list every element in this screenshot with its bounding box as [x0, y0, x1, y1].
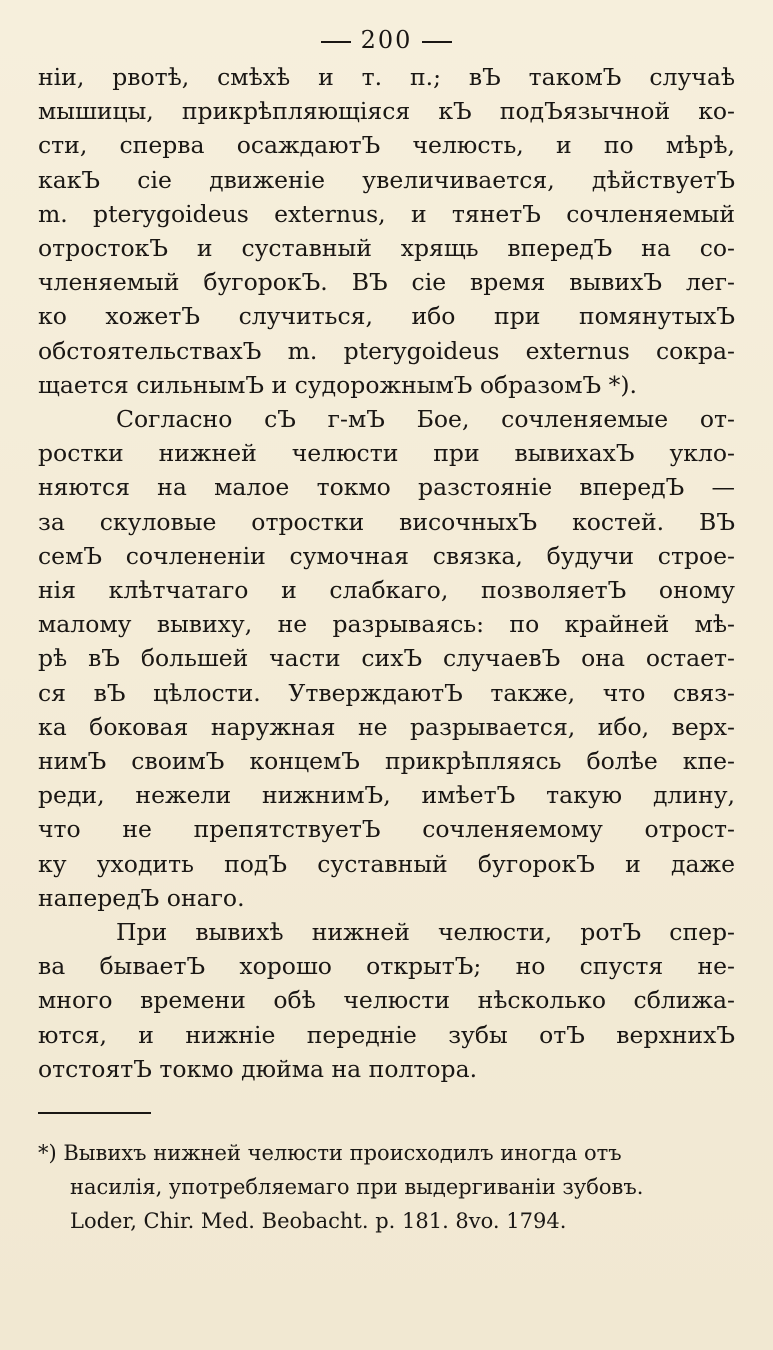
text-line: ка боковая наружная не разрывается, ибо, верх- [38, 712, 735, 741]
text-line: какЪ сiе движенiе увеличивается, дѣйствуетЪ [38, 165, 735, 194]
text-line: рѣ вЪ большей части сихЪ случаевЪ она остает- [38, 644, 735, 673]
text-line: щается сильнымЪ и судорожнымЪ образомЪ *). [38, 370, 638, 399]
text-line: отростокЪ и суставный хрящь впередЪ на со- [38, 234, 735, 263]
text-line: нiи, рвотѣ, смѣхѣ и т. п.; вЪ такомЪ случаѣ [38, 63, 735, 91]
page-header [38, 20, 735, 60]
text-line: ку уходить подЪ суставный бугорокЪ и даже [38, 849, 735, 878]
text-line: нiя клѣтчатаго и слабкаго, позволяетЪ оному [38, 576, 735, 605]
text-line: сти, сперва осаждаютЪ челюсть, и по мѣрѣ, [38, 131, 735, 160]
text-line: m. pterygoideus externus, и тянетЪ сочленяемый [38, 199, 735, 228]
text-line: членяемый бугорокЪ. ВЪ сiе время вывихЪ лег- [38, 268, 735, 297]
text-line: что не препятствуетЪ сочленяемому отрост- [38, 815, 735, 844]
footnote-line: насилiя, употребляемаго при выдергиванiи зубовъ. [70, 1175, 644, 1200]
main-text [38, 60, 735, 1086]
footnote-line: *) Вывихъ нижней челюсти происходилъ иногда отъ [38, 1141, 622, 1166]
footnote-rule [38, 1112, 151, 1114]
text-line: много времени обѣ челюсти нѣсколько сближа- [38, 986, 735, 1015]
footnote [38, 1136, 735, 1238]
header-dash-left [321, 41, 351, 43]
text-line: семЪ сочлененiи сумочная связка, будучи строе- [38, 541, 735, 570]
text-line: ва бываетЪ хорошо открытЪ; но спустя не- [38, 952, 735, 981]
text-line: няются на малое токмо разстоянiе впередЪ — [38, 473, 735, 502]
text-line: ются, и нижнiе переднiе зубы отЪ верхнихЪ [38, 1020, 735, 1049]
text-line: ростки нижней челюсти при вывихахЪ укло- [38, 439, 735, 468]
text-line: малому вывиху, не разрываясь: по крайней мѣ- [38, 610, 735, 639]
text-line: ся вЪ цѣлости. УтверждаютЪ также, что связ- [38, 678, 735, 707]
paragraph-3 [38, 915, 735, 1086]
header-dash-right [422, 41, 452, 43]
text-line: При вывихѣ нижней челюсти, ротЪ спер- [116, 918, 735, 947]
text-line: нимЪ своимЪ концемЪ прикрѣпляясь болѣе кпе- [38, 747, 735, 776]
paragraph-2 [38, 402, 735, 915]
text-line: Согласно сЪ г-мЪ Бое, сочленяемые от- [116, 405, 735, 434]
text-line: реди, нежели нижнимЪ, имѣетЪ такую длину, [38, 781, 735, 810]
text-line: мышицы, прикрѣпляющiяся кЪ подЪязычной ко- [38, 97, 735, 126]
text-line: за скуловые отростки височныхЪ костей. ВЪ [38, 507, 735, 536]
text-line: обстоятельствахЪ m. pterygoideus externus сокра- [38, 336, 735, 365]
page-number: 200 [360, 26, 413, 54]
text-line: ко хожетЪ случиться, ибо при помянутыхЪ [38, 302, 735, 331]
text-line: отстоятЪ токмо дюйма на полтора. [38, 1054, 478, 1083]
paragraph-1 [38, 60, 735, 402]
text-line: напередЪ онаго. [38, 883, 245, 912]
footnote-citation: Loder, Chir. Med. Beobacht. p. 181. 8vo. 1794. [70, 1209, 567, 1234]
